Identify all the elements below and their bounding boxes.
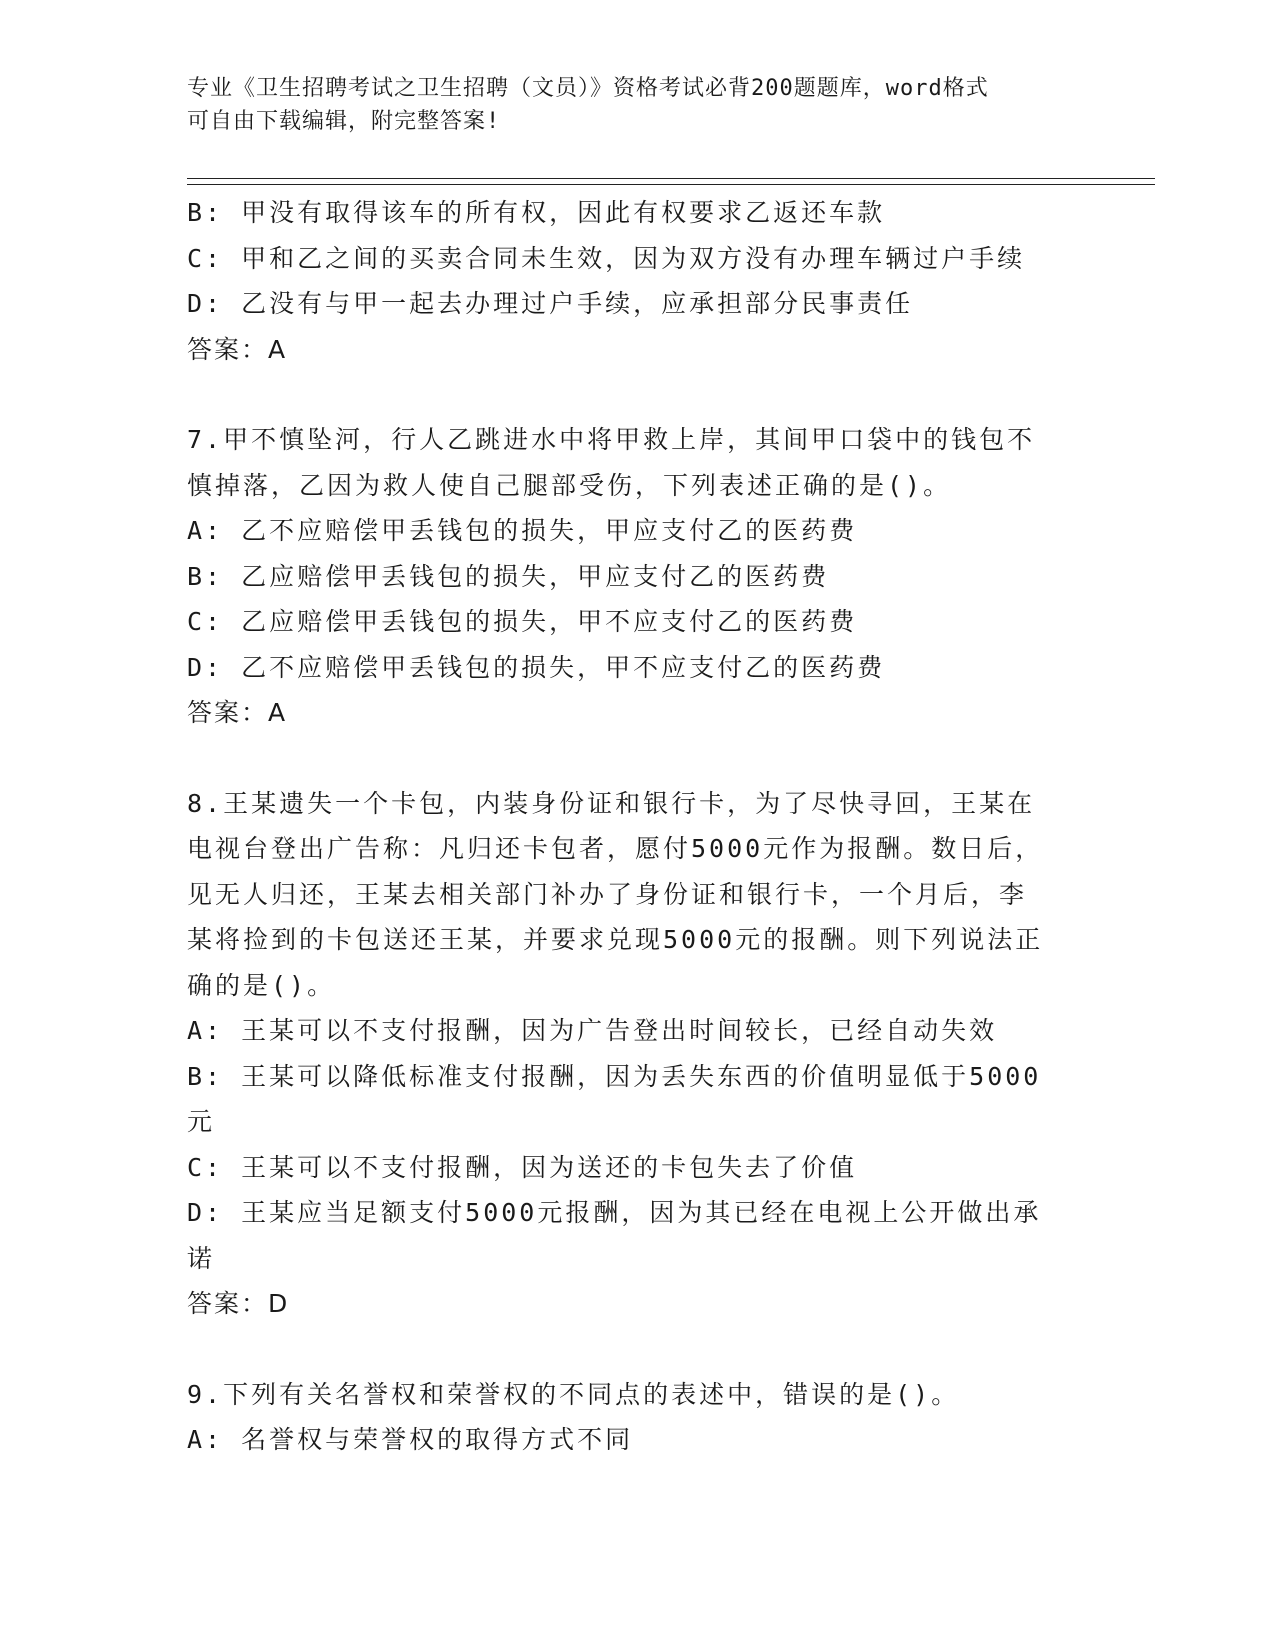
option-b: B: 王某可以降低标准支付报酬，因为丢失东西的价值明显低于5000 — [187, 1061, 1042, 1091]
option-c: C: 王某可以不支付报酬，因为送还的卡包失去了价值 — [187, 1152, 858, 1182]
option-b: B: 乙应赔偿甲丢钱包的损失，甲应支付乙的医药费 — [187, 561, 830, 591]
answer-label: 答案：A — [187, 698, 288, 727]
spacer — [187, 1327, 1087, 1372]
option-c: C: 乙应赔偿甲丢钱包的损失，甲不应支付乙的医药费 — [187, 607, 858, 636]
question-stem-line: 7.甲不慎坠河，行人乙跳进水中将甲救上岸，其间甲口袋中的钱包不 — [187, 425, 1036, 454]
answer-label: 答案：A — [187, 334, 288, 364]
header-title-line-1: 专业《卫生招聘考试之卫生招聘（文员）》资格考试必背200题题库，word格式 — [187, 76, 989, 101]
option-a: A: 王某可以不支付报酬，因为广告登出时间较长，已经自动失效 — [187, 1016, 998, 1045]
document-body — [187, 190, 1087, 1463]
option-d: D: 王某应当足额支付5000元报酬，因为其已经在电视上公开做出承 — [187, 1198, 1042, 1227]
question-8 — [187, 781, 1087, 1327]
option-d: D: 乙没有与甲一起去办理过户手续，应承担部分民事责任 — [187, 289, 914, 318]
question-7 — [187, 417, 1087, 736]
option-d-continued: 诺 — [187, 1243, 216, 1273]
header-divider — [187, 178, 1155, 185]
question-stem-line: 8.王某遗失一个卡包，内装身份证和银行卡，为了尽快寻回，王某在 — [187, 788, 1036, 818]
question-6-continued — [187, 190, 1087, 372]
document-header — [187, 72, 1087, 138]
question-stem-line: 某将捡到的卡包送还王某，并要求兑现5000元的报酬。则下列说法正 — [187, 925, 1044, 954]
question-stem-line: 慎掉落，乙因为救人使自己腿部受伤，下列表述正确的是()。 — [187, 470, 952, 500]
option-a: A: 乙不应赔偿甲丢钱包的损失，甲应支付乙的医药费 — [187, 516, 858, 545]
question-stem-line: 见无人归还，王某去相关部门补办了身份证和银行卡，一个月后，李 — [187, 879, 1028, 909]
spacer — [187, 372, 1087, 417]
option-c: C: 甲和乙之间的买卖合同未生效，因为双方没有办理车辆过户手续 — [187, 243, 1026, 273]
option-d: D: 乙不应赔偿甲丢钱包的损失，甲不应支付乙的医药费 — [187, 652, 886, 682]
answer-label: 答案：D — [187, 1289, 290, 1318]
question-stem-line: 9.下列有关名誉权和荣誉权的不同点的表述中，错误的是()。 — [187, 1379, 960, 1409]
option-b: B: 甲没有取得该车的所有权，因此有权要求乙返还车款 — [187, 198, 886, 227]
option-a: A: 名誉权与荣誉权的取得方式不同 — [187, 1425, 634, 1454]
question-stem-line: 电视台登出广告称：凡归还卡包者，愿付5000元作为报酬。数日后， — [187, 834, 1044, 863]
spacer — [187, 736, 1087, 781]
question-9 — [187, 1372, 1087, 1463]
option-b-continued: 元 — [187, 1107, 216, 1136]
question-stem-line: 确的是()。 — [187, 970, 336, 1000]
header-title-line-2: 可自由下载编辑，附完整答案! — [187, 109, 501, 134]
